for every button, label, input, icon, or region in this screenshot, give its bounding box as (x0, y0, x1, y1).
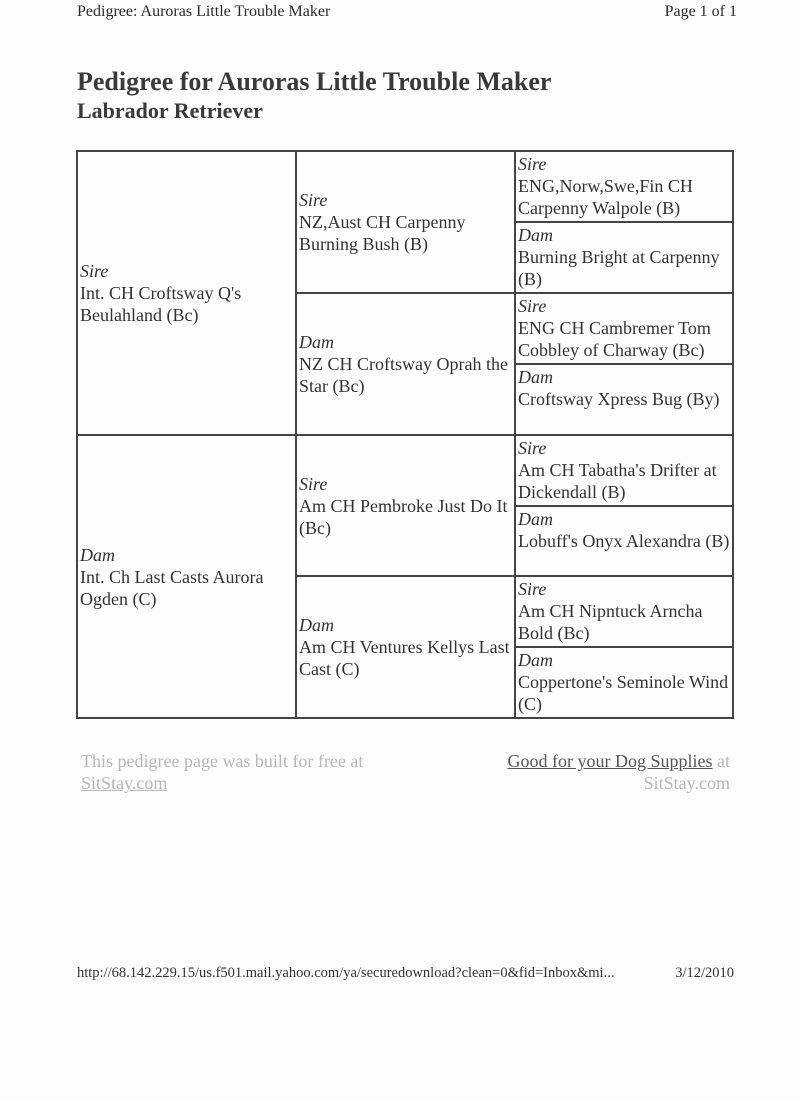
dds-cell (514, 575, 734, 648)
ssd-name: Burning Bright at Carpenny (B) (518, 247, 720, 289)
sire-sire-name: NZ,Aust CH Carpenny Burning Bush (B) (299, 212, 466, 254)
sss-role: Sire (518, 154, 547, 174)
sdd-name: Croftsway Xpress Bug (By) (518, 389, 720, 409)
dsd-cell (514, 505, 734, 577)
footer-at-text: at (717, 751, 730, 771)
sire-dam-cell (295, 292, 516, 436)
print-footer-date: 3/12/2010 (675, 965, 734, 981)
dam-sire-role: Sire (299, 473, 328, 494)
ddd-name: Coppertone's Seminole Wind (C) (518, 672, 729, 714)
sire-sire-role: Sire (299, 190, 328, 210)
sss-cell (514, 150, 734, 223)
sire-dam-role: Dam (299, 332, 334, 352)
dsd-role: Dam (518, 509, 553, 529)
page-title: Pedigree for Auroras Little Trouble Maker (77, 67, 552, 96)
footer-built-note (81, 750, 363, 794)
dam-cell (76, 434, 297, 719)
dss-role: Sire (518, 438, 547, 458)
sss-name: ENG,Norw,Swe,Fin CH Carpenny Walpole (B) (518, 176, 693, 218)
dds-role: Sire (518, 579, 547, 599)
dam-name: Int. Ch Last Casts Aurora Ogden (C) (80, 566, 264, 609)
sire-name: Int. CH Croftsway Q's Beulahland (Bc) (80, 283, 242, 325)
sire-sire-cell (295, 150, 516, 294)
dam-dam-name: Am CH Ventures Kellys Last Cast (C) (299, 637, 510, 679)
dam-sire-name: Am CH Pembroke Just Do It (Bc) (299, 495, 508, 538)
footer-supplies-note (508, 750, 731, 794)
sdd-role: Dam (518, 367, 553, 387)
breed-subtitle: Labrador Retriever (77, 98, 263, 123)
pedigree-table (76, 150, 734, 719)
dam-dam-role: Dam (299, 615, 334, 635)
dss-name: Am CH Tabatha's Drifter at Dickendall (B) (518, 460, 717, 502)
ddd-cell (514, 646, 734, 719)
sitstay-link[interactable]: SitStay.com (81, 773, 168, 793)
print-header-page: Page 1 of 1 (664, 3, 737, 20)
dss-cell (514, 434, 734, 507)
sds-cell (514, 292, 734, 365)
sdd-cell (514, 363, 734, 436)
sds-name: ENG CH Cambremer Tom Cobbley of Charway (Bc) (518, 318, 711, 360)
ssd-role: Dam (518, 225, 553, 245)
sire-role: Sire (80, 261, 109, 281)
sds-role: Sire (518, 296, 547, 316)
dog-supplies-link[interactable]: Good for your Dog Supplies (507, 751, 713, 771)
dam-role: Dam (80, 544, 115, 565)
dsd-name: Lobuff's Onyx Alexandra (B) (518, 531, 730, 551)
sire-cell (76, 150, 297, 436)
ssd-cell (514, 221, 734, 294)
ddd-role: Dam (518, 650, 553, 670)
sire-dam-name: NZ CH Croftsway Oprah the Star (Bc) (299, 354, 508, 396)
print-footer-url: http://68.142.229.15/us.f501.mail.yahoo.com/ya/securedownload?clean=0&fid=Inbox&mi... (77, 965, 615, 981)
footer-sitstay-text: SitStay.com (643, 773, 730, 793)
dam-sire-cell (295, 434, 516, 577)
dam-dam-cell (295, 575, 516, 719)
dds-name: Am CH Nipntuck Arncha Bold (Bc) (518, 601, 703, 643)
footer-built-text: This pedigree page was built for free at (81, 751, 364, 771)
print-header-title: Pedigree: Auroras Little Trouble Maker (77, 3, 331, 20)
